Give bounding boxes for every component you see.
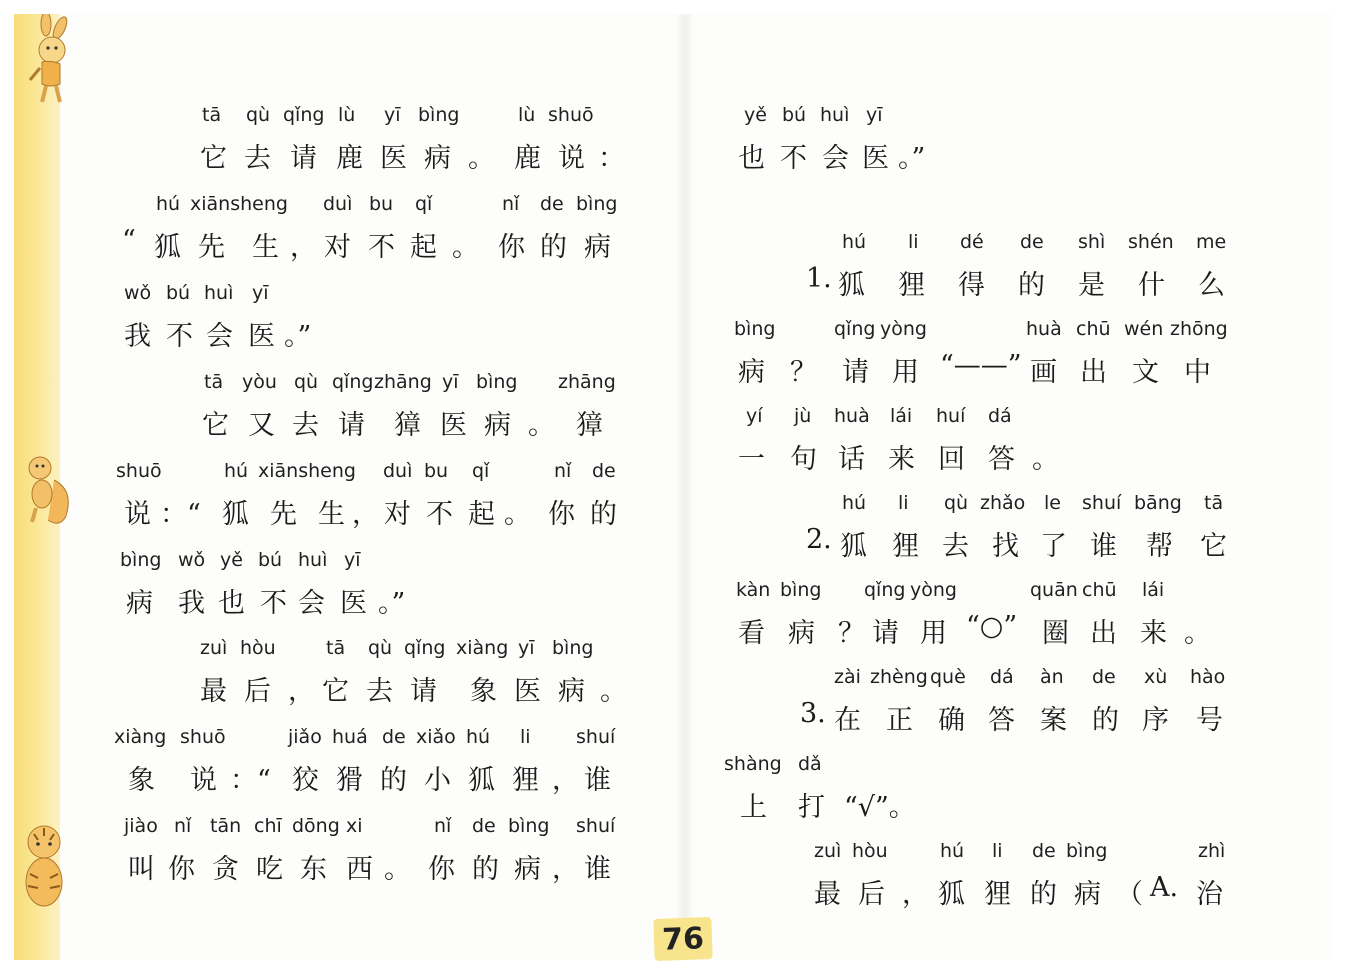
pinyin-syllable: yòng [910,579,957,601]
hanzi-char: 了 [1040,531,1067,562]
pinyin-syllable: shén [1128,231,1174,253]
hanzi-char: 去 [942,531,969,562]
hanzi-char: 后 [244,676,271,707]
hanzi-char: 。 [528,410,555,441]
pinyin-syllable: chī [254,815,282,837]
hanzi-char: 谁 [1090,531,1117,562]
pinyin-syllable: shuí [1082,492,1122,514]
hanzi-char: 。 [1032,444,1059,475]
hanzi-char: 。 [1184,618,1211,649]
hanzi-char: 狡 [292,765,319,796]
hanzi-char: 生 [252,232,279,263]
question-number: 2. [806,524,832,555]
hanzi-char: 不 [426,499,453,530]
hanzi-char: 对 [324,232,351,263]
hanzi-char: ， [290,232,317,263]
hanzi-char: 看 [738,618,765,649]
pinyin-syllable: dá [990,666,1014,688]
pinyin-syllable: jiào [124,815,158,837]
pinyin-syllable: zhāng [558,371,616,393]
pinyin-syllable: bìng [418,104,460,126]
hanzi-char: 医 [514,676,541,707]
squirrel-icon [18,450,74,532]
hanzi-char: 象 [470,676,497,707]
hanzi-char: 案 [1040,705,1067,736]
pinyin-syllable: yī [442,371,459,393]
hanzi-char: 请 [410,676,437,707]
hanzi-char: 医 [380,143,407,174]
hanzi-char: ？ [838,618,865,649]
pinyin-syllable: wén [1124,318,1164,340]
hanzi-char: 病 [788,618,815,649]
pinyin-syllable: bìng [734,318,776,340]
hanzi-char: 。 [600,676,627,707]
hanzi-char: （ [1116,879,1143,910]
hanzi-char: 西 [346,854,373,885]
pinyin-syllable: wǒ [178,549,206,571]
pinyin-syllable: yī [252,282,269,304]
hanzi-char: 说 [190,765,217,796]
hanzi-char: 在 [834,705,861,736]
hanzi-char: 病 [126,588,153,619]
hanzi-char: 它 [200,143,227,174]
pinyin-syllable: qù [368,637,393,659]
pinyin-syllable: jiǎo [288,726,322,748]
hanzi-char: 。” [284,321,312,352]
hanzi-char: 也 [218,588,245,619]
hanzi-char: 它 [1200,531,1227,562]
pinyin-syllable: lù [338,104,356,126]
hanzi-char: 的 [380,765,407,796]
hanzi-char: 说 [558,143,585,174]
pinyin-syllable: bìng [508,815,550,837]
hanzi-char: 病 [514,854,541,885]
pinyin-syllable: lái [1142,579,1165,601]
hanzi-char: 号 [1196,705,1223,736]
hanzi-char: 回 [938,444,965,475]
hanzi-char: 答 [988,444,1015,475]
pinyin-syllable: quān [1030,579,1078,601]
pinyin-syllable: lái [890,405,913,427]
pinyin-syllable: yòu [242,371,277,393]
hanzi-char: 狸 [984,879,1011,910]
hanzi-char: 正 [886,705,913,736]
hanzi-char: 中 [1184,357,1211,388]
pinyin-syllable: qǐng [864,579,906,601]
pinyin-syllable: qǐ [472,460,490,482]
hanzi-char: 不 [260,588,287,619]
hanzi-char: ， [352,499,379,530]
pinyin-syllable: dé [960,231,984,253]
hanzi-char: 的 [1030,879,1057,910]
hanzi-char: 狸 [898,270,925,301]
hanzi-char: 找 [992,531,1019,562]
pinyin-syllable: xiānsheng [258,460,356,482]
hanzi-char: 的 [472,854,499,885]
hanzi-char: 我 [178,588,205,619]
hanzi-char: 最 [814,879,841,910]
hanzi-char: 序 [1142,705,1169,736]
pinyin-syllable: huà [1026,318,1062,340]
hanzi-char: 起 [468,499,495,530]
pinyin-syllable: shàng [724,753,782,775]
hanzi-char: 狐 [468,765,495,796]
hanzi-char: 不 [166,321,193,352]
hanzi-char: 会 [206,321,233,352]
pinyin-syllable: yě [744,104,767,126]
question-number: 3. [800,698,826,729]
answer-option-label: A. [1150,872,1179,903]
pinyin-syllable: hú [940,840,965,862]
pinyin-syllable: kàn [736,579,771,601]
hanzi-char: 出 [1080,357,1107,388]
hanzi-char: 狐 [222,499,249,530]
pinyin-syllable: hú [156,193,181,215]
hanzi-char: 狐 [840,531,867,562]
pinyin-syllable: bú [782,104,807,126]
pinyin-syllable: bìng [552,637,594,659]
pinyin-syllable: hào [1190,666,1226,688]
hanzi-char: ， [552,854,579,885]
pinyin-syllable: tā [326,637,346,659]
pinyin-syllable: de [1020,231,1044,253]
pinyin-syllable: duì [383,460,413,482]
pinyin-syllable: yī [518,637,535,659]
pinyin-syllable: shuí [576,815,616,837]
hanzi-char: 你 [168,854,195,885]
pinyin-syllable: bìng [120,549,162,571]
hanzi-char: 出 [1090,618,1117,649]
pinyin-syllable: nǐ [502,193,520,215]
hanzi-char: 贪 [212,854,239,885]
pinyin-syllable: qù [944,492,969,514]
pinyin-syllable: zhǎo [980,492,1026,514]
question-number: 1. [806,263,832,294]
page-number: 76 [653,917,712,961]
hanzi-char: 会 [822,143,849,174]
pinyin-syllable: hòu [240,637,276,659]
pinyin-syllable: bāng [1134,492,1182,514]
hanzi-char: 生 [318,499,345,530]
pinyin-syllable: dōng [292,815,340,837]
pinyin-syllable: shì [1078,231,1106,253]
hanzi-char: 用 [920,618,947,649]
pinyin-syllable: dǎ [798,753,822,775]
hanzi-char: 来 [1140,618,1167,649]
pinyin-syllable: xiàng [456,637,509,659]
hanzi-char: 医 [440,410,467,441]
hanzi-char: 狸 [512,765,539,796]
hanzi-char: 起 [410,232,437,263]
hanzi-char: ， [902,879,929,910]
hanzi-char: 。 [384,854,411,885]
pinyin-syllable: huá [332,726,368,748]
hanzi-char: 用 [892,357,919,388]
hanzi-char: 请 [872,618,899,649]
pinyin-syllable: li [898,492,909,514]
rabbit-icon [16,14,78,106]
pinyin-syllable: yī [384,104,401,126]
pinyin-syllable: zuì [200,637,228,659]
pinyin-syllable: qǐng [332,371,374,393]
pinyin-syllable: què [930,666,966,688]
hanzi-char: 狸 [892,531,919,562]
pinyin-syllable: bìng [576,193,618,215]
pinyin-syllable: tā [204,371,224,393]
hanzi-char: “√”。 [844,792,916,823]
hanzi-char: 它 [202,410,229,441]
hanzi-char: 是 [1078,270,1105,301]
pinyin-syllable: huí [936,405,966,427]
hanzi-char: 的 [590,499,617,530]
pinyin-syllable: duì [323,193,353,215]
hanzi-char: 句 [790,444,817,475]
pinyin-syllable: le [1044,492,1061,514]
hanzi-char: 后 [858,879,885,910]
pinyin-syllable: tā [1204,492,1224,514]
hanzi-char: 东 [300,854,327,885]
hanzi-char: 不 [780,143,807,174]
hanzi-char: 去 [366,676,393,707]
hanzi-char: 病 [424,143,451,174]
hanzi-char: 帮 [1146,531,1173,562]
hanzi-char: 文 [1132,357,1159,388]
pinyin-syllable: shuí [576,726,616,748]
pinyin-syllable: bu [369,193,394,215]
hanzi-char: 打 [798,792,825,823]
hanzi-char: 的 [540,232,567,263]
pinyin-syllable: àn [1040,666,1064,688]
hanzi-char: 说 [124,499,151,530]
hanzi-char: 不 [368,232,395,263]
pinyin-syllable: de [540,193,564,215]
pinyin-syllable: xiàng [114,726,167,748]
hanzi-char: 。 [504,499,531,530]
pinyin-syllable: zài [834,666,861,688]
hanzi-char: 叫 [128,854,155,885]
pinyin-syllable: nǐ [434,815,452,837]
hanzi-char: 会 [298,588,325,619]
hanzi-char: 去 [244,143,271,174]
hanzi-char: 象 [128,765,155,796]
pinyin-syllable: me [1196,231,1227,253]
pinyin-syllable: bìng [476,371,518,393]
pinyin-syllable: qǐng [283,104,325,126]
hanzi-char: 对 [384,499,411,530]
pinyin-syllable: zhāng [374,371,432,393]
hanzi-char: 病 [484,410,511,441]
hanzi-char: ？ [790,357,817,388]
hanzi-char: 。” [378,588,406,619]
hanzi-char: 又 [248,410,275,441]
hanzi-char: 你 [428,854,455,885]
pinyin-syllable: hú [224,460,249,482]
pinyin-syllable: tā [202,104,222,126]
hanzi-char: 病 [738,357,765,388]
hanzi-char: 医 [248,321,275,352]
hanzi-char: ， [552,765,579,796]
hanzi-char: 先 [198,232,225,263]
book-gutter [676,14,694,960]
hanzi-char: 病 [558,676,585,707]
pinyin-syllable: shuō [116,460,162,482]
pinyin-syllable: zuì [814,840,842,862]
hanzi-char: 也 [738,143,765,174]
hanzi-char: ： [598,143,625,174]
pinyin-syllable: bú [258,549,283,571]
hanzi-char: 病 [584,232,611,263]
pinyin-syllable: dá [988,405,1012,427]
hanzi-char: 獐 [394,410,421,441]
hanzi-char: 请 [338,410,365,441]
hanzi-char: 确 [938,705,965,736]
hanzi-char: 一 [738,444,765,475]
hanzi-char: 医 [862,143,889,174]
hanzi-char: 谁 [584,765,611,796]
hanzi-char: 治 [1196,879,1223,910]
pinyin-syllable: de [382,726,406,748]
hanzi-char: 么 [1198,270,1225,301]
hanzi-char: 你 [498,232,525,263]
tiger-icon [16,818,72,914]
pinyin-syllable: yòng [880,318,927,340]
pinyin-syllable: de [1032,840,1056,862]
pinyin-syllable: yě [220,549,243,571]
hanzi-char: 先 [270,499,297,530]
pinyin-syllable: chū [1076,318,1111,340]
pinyin-syllable: hú [842,231,867,253]
hanzi-char: 去 [292,410,319,441]
pinyin-syllable: wǒ [124,282,152,304]
hanzi-char: 。” [898,143,926,174]
pinyin-syllable: huà [834,405,870,427]
pinyin-syllable: hú [466,726,491,748]
pinyin-syllable: de [472,815,496,837]
hanzi-char: 。 [452,232,479,263]
pinyin-syllable: yí [746,405,763,427]
hanzi-char: 鹿 [514,143,541,174]
pinyin-syllable: hòu [852,840,888,862]
pinyin-syllable: huì [820,104,850,126]
hanzi-char: 病 [1074,879,1101,910]
pinyin-syllable: yī [866,104,883,126]
hanzi-char: 答 [988,705,1015,736]
hanzi-char: 狐 [938,879,965,910]
pinyin-syllable: zhèng [870,666,928,688]
hanzi-char: 圈 [1042,618,1069,649]
pinyin-syllable: bu [424,460,449,482]
pinyin-syllable: lù [518,104,536,126]
pinyin-syllable: chū [1082,579,1117,601]
hanzi-char: 狐 [154,232,181,263]
hanzi-char: 的 [1018,270,1045,301]
hanzi-char: 画 [1030,357,1057,388]
pinyin-syllable: de [592,460,616,482]
hanzi-char: “ [122,225,136,256]
pinyin-syllable: nǐ [174,815,192,837]
hanzi-char: 的 [1092,705,1119,736]
pinyin-syllable: qǐng [834,318,876,340]
pinyin-syllable: yī [344,549,361,571]
hanzi-char: 最 [200,676,227,707]
hanzi-char: ：“ [160,499,201,530]
pinyin-syllable: hú [842,492,867,514]
pinyin-syllable: li [992,840,1003,862]
hanzi-char: “○” [966,611,1018,642]
pinyin-syllable: zhōng [1170,318,1228,340]
pinyin-syllable: li [908,231,919,253]
pinyin-syllable: shuō [548,104,594,126]
pinyin-syllable: xiǎo [416,726,456,748]
hanzi-char: ， [288,676,315,707]
pinyin-syllable: qù [246,104,271,126]
hanzi-char: 猾 [336,765,363,796]
pinyin-syllable: huì [298,549,328,571]
pinyin-syllable: jù [794,405,812,427]
hanzi-char: 话 [838,444,865,475]
hanzi-char: 上 [740,792,767,823]
pinyin-syllable: xù [1144,666,1168,688]
pinyin-syllable: qù [294,371,319,393]
hanzi-char: “——” [940,350,1022,381]
hanzi-char: 吃 [256,854,283,885]
pinyin-syllable: bìng [780,579,822,601]
hanzi-char: 请 [842,357,869,388]
hanzi-char: ：“ [230,765,271,796]
pinyin-syllable: xiānsheng [190,193,288,215]
hanzi-char: 獐 [576,410,603,441]
pinyin-syllable: nǐ [554,460,572,482]
pinyin-syllable: de [1092,666,1116,688]
pinyin-syllable: huì [204,282,234,304]
hanzi-char: 你 [548,499,575,530]
hanzi-char: 它 [322,676,349,707]
hanzi-char: 我 [124,321,151,352]
hanzi-char: 请 [290,143,317,174]
hanzi-char: 医 [340,588,367,619]
pinyin-syllable: shuō [180,726,226,748]
hanzi-char: 来 [888,444,915,475]
hanzi-char: 谁 [584,854,611,885]
pinyin-syllable: bìng [1066,840,1108,862]
hanzi-char: 得 [958,270,985,301]
pinyin-syllable: qǐ [415,193,433,215]
pinyin-syllable: li [520,726,531,748]
hanzi-char: 。 [468,143,495,174]
pinyin-syllable: qǐng [404,637,446,659]
pinyin-syllable: tān [210,815,242,837]
hanzi-char: 小 [424,765,451,796]
hanzi-char: 狐 [838,270,865,301]
pinyin-syllable: xi [346,815,363,837]
pinyin-syllable: bú [166,282,191,304]
hanzi-char: 什 [1138,270,1165,301]
hanzi-char: 鹿 [336,143,363,174]
pinyin-syllable: zhì [1198,840,1226,862]
